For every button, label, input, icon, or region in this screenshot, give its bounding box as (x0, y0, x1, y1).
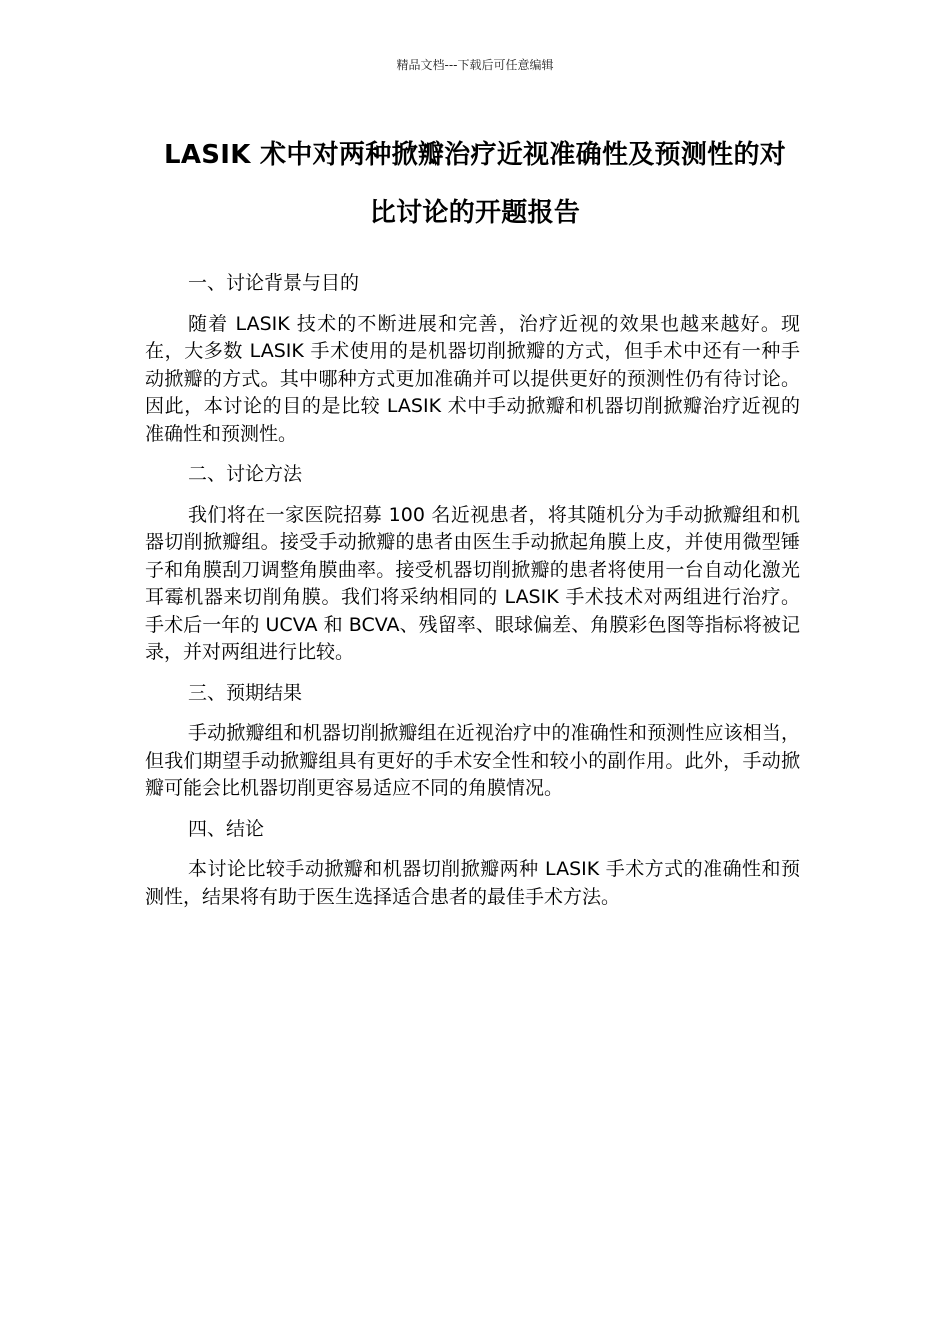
section-paragraph: 随着 LASIK 技术的不断进展和完善，治疗近视的效果也越来越好。现在，大多数 LASIK 手术使用的是机器切削掀瓣的方式，但手术中还有一种手动掀瓣的方式。其中哪种方式更加准确并可以提供更好的预测性仍有待讨论。因此，本讨论的目的是比较 LASIK 术中手动掀瓣和机器切削掀瓣治疗近视的准确性和预测性。 (145, 312, 800, 445)
section-heading: 一、讨论背景与目的 (188, 272, 360, 294)
title-line-1: LASIK 术中对两种掀瓣治疗近视准确性及预测性的对 (163, 140, 787, 170)
section-expected-results (145, 680, 800, 803)
section-heading: 三、预期结果 (188, 681, 303, 704)
section-paragraph: 我们将在一家医院招募 100 名近视患者，将其随机分为手动掀瓣组和机器切削掀瓣组。接受手动掀瓣的患者由医生手动掀起角膜上皮，并使用微型锤子和角膜刮刀调整角膜曲率。接受机器切削掀瓣的患者将使用一台自动化激光耳霉机器来切削角膜。我们将采纳相同的 LASIK 手术技术对两组进行治疗。手术后一年的 UCVA 和 BCVA、残留率、眼球偏差、角膜彩色图等指标将被记录，并对两组进行比较。 (145, 503, 800, 663)
document-title (130, 126, 820, 242)
section-conclusion (145, 816, 800, 912)
title-line-2: 比讨论的开题报告 (369, 198, 581, 228)
section-background (145, 270, 800, 448)
document-body (145, 270, 800, 924)
section-paragraph: 本讨论比较手动掀瓣和机器切削掀瓣两种 LASIK 手术方式的准确性和预测性，结果将有助于医生选择适合患者的最佳手术方法。 (145, 858, 800, 908)
page-header: 精品文档---下载后可任意编辑 (396, 58, 554, 72)
section-paragraph: 手动掀瓣组和机器切削掀瓣组在近视治疗中的准确性和预测性应该相当，但我们期望手动掀瓣组具有更好的手术安全性和较小的副作用。此外，手动掀瓣可能会比机器切削更容易适应不同的角膜情况。 (145, 722, 800, 799)
section-methods (145, 461, 800, 667)
section-heading: 二、讨论方法 (188, 463, 303, 485)
section-heading: 四、结论 (188, 817, 265, 840)
